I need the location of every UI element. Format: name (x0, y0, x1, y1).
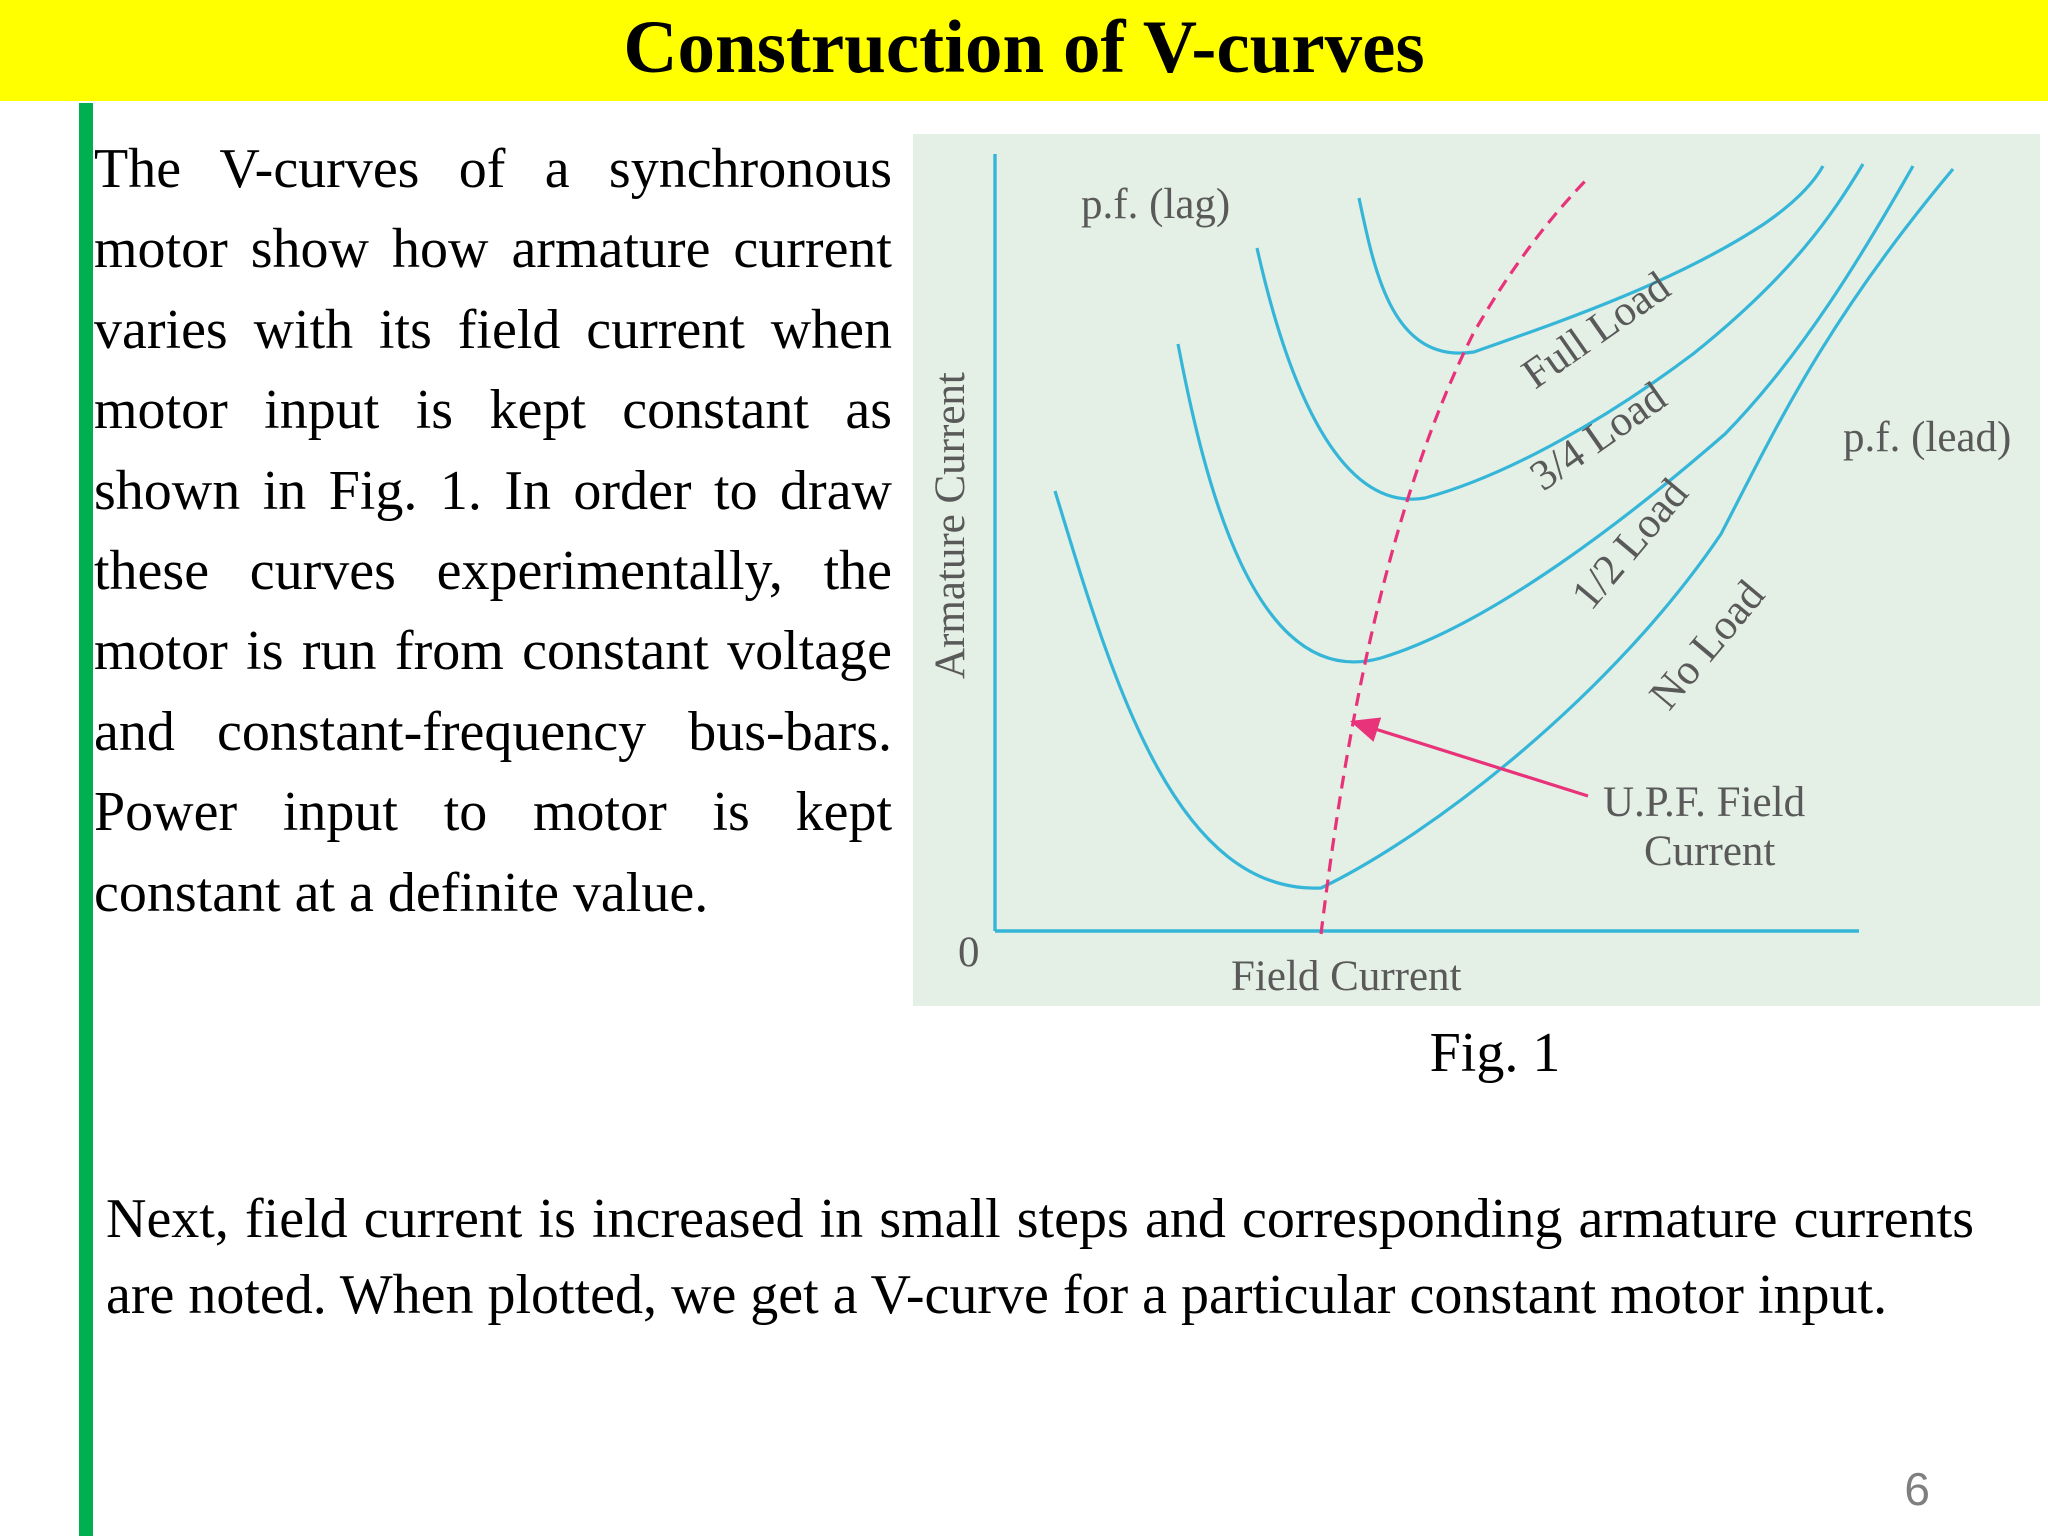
v-curves-diagram (913, 134, 2040, 1006)
upf-locus-line (1321, 176, 1590, 934)
three-quarter-load-label: 3/4 Load (1521, 373, 1675, 501)
left-accent-stripe (79, 103, 93, 1536)
pf-lag-label: p.f. (lag) (1081, 181, 1231, 228)
pf-lead-label: p.f. (lead) (1843, 414, 2012, 461)
origin-label: 0 (958, 929, 980, 976)
page-number: 6 (1904, 1463, 1930, 1515)
bottom-paragraph: Next, field current is increased in small steps and corresponding armature currents are noted. When plotted, we get a V-curve for a particular constant motor input. (106, 1188, 1974, 1326)
full-load-label: Full Load (1513, 263, 1679, 399)
upf-label-line1: U.P.F. Field (1603, 779, 1806, 826)
half-load-label: 1/2 Load (1562, 470, 1698, 619)
intro-paragraph: The V-curves of a synchronous motor show how armature current varies with its field current when motor input is kept constant as shown in Fig. 1. In order to draw these curves experimentally, the motor is run from constant voltage and constant-frequency bus-bars. Power input to motor is kept constant at a definite value. (94, 138, 892, 924)
figure-caption: Fig. 1 (1429, 1022, 1561, 1084)
slide-title: Construction of V-curves (623, 6, 1425, 89)
x-axis-label: Field Current (1231, 953, 1462, 1000)
upf-pointer-arrow (1353, 722, 1588, 796)
y-axis-label: Armature Current (927, 372, 974, 679)
no-load-label: No Load (1640, 572, 1775, 719)
no-load-curve (1055, 169, 1953, 888)
half-load-curve (1178, 166, 1913, 662)
upf-label-line2: Current (1644, 828, 1776, 875)
